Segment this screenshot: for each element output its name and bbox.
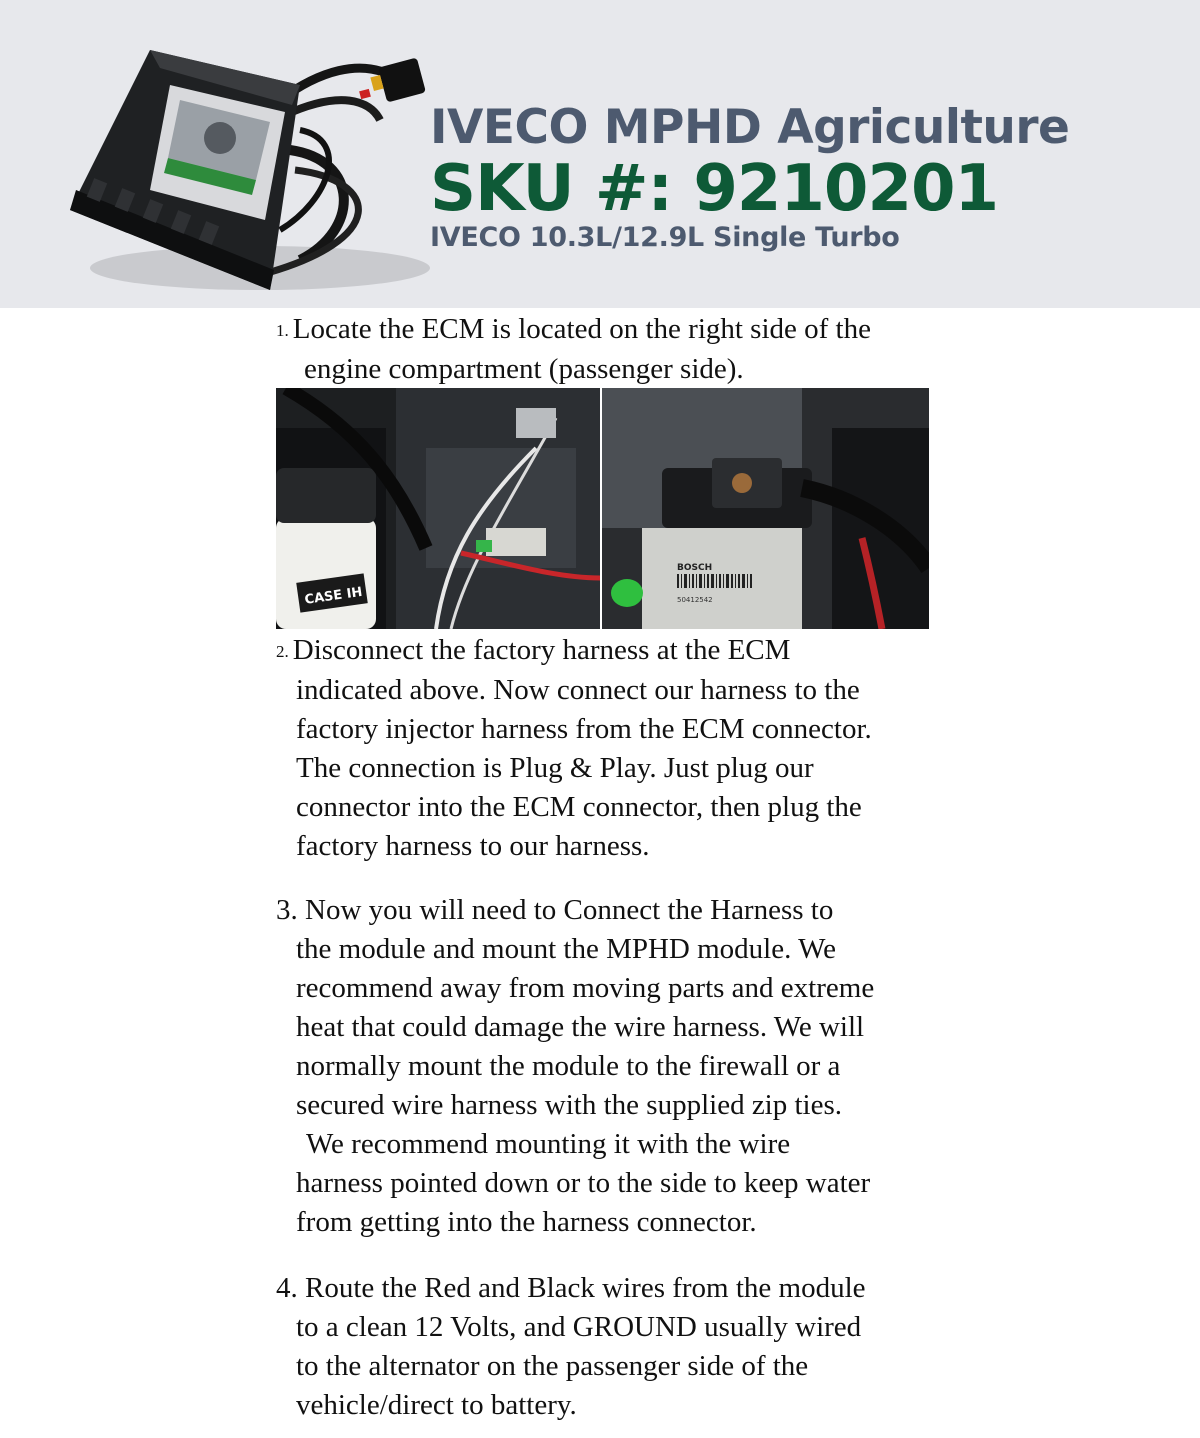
step-1-line-2: engine compartment (passenger side). [304, 353, 744, 385]
module-photo [60, 30, 440, 300]
header-banner [0, 0, 1200, 308]
step-1-number: 1. [276, 321, 289, 340]
step-3-line-1: 3. Now you will need to Connect the Harness to [276, 894, 834, 926]
step-2-number: 2. [276, 642, 289, 661]
step-2-line-3: factory injector harness from the ECM connector. [296, 713, 872, 745]
step-2-line-5: connector into the ECM connector, then plug the [296, 791, 862, 823]
step-2-line-4: The connection is Plug & Play. Just plug our [296, 752, 814, 784]
step-4 [276, 1269, 976, 1425]
step-3-line-3: recommend away from moving parts and extreme [296, 972, 875, 1004]
step-4-line-3: to the alternator on the passenger side of the [296, 1350, 809, 1382]
step-3 [276, 891, 976, 1242]
engine-compartment-photo [276, 388, 600, 629]
step-2 [276, 631, 976, 866]
step-2-line-2: indicated above. Now connect our harness to the [296, 674, 860, 706]
step-4-line-1: 4. Route the Red and Black wires from the module [276, 1272, 866, 1304]
step-2-line-1: Disconnect the factory harness at the ECM [292, 634, 791, 666]
step-3-line-8: harness pointed down or to the side to keep water [296, 1167, 871, 1199]
sku-number: SKU #: 9210201 [430, 152, 999, 226]
step-1 [276, 310, 976, 389]
step-3-line-9: from getting into the harness connector. [296, 1206, 757, 1238]
step-3-line-5: normally mount the module to the firewall or a [296, 1050, 841, 1082]
step-4-line-4: vehicle/direct to battery. [296, 1389, 577, 1421]
step-4-line-2: to a clean 12 Volts, and GROUND usually wired [296, 1311, 862, 1343]
step-3-line-4: heat that could damage the wire harness. We will [296, 1011, 865, 1043]
step-2-line-6: factory harness to our harness. [296, 830, 650, 862]
bosch-label: BOSCH [677, 563, 713, 573]
ecm-part-number: 50412542 [677, 596, 713, 604]
step-3-line-7: We recommend mounting it with the wire [306, 1128, 791, 1160]
ecm-connector-photo [602, 388, 929, 629]
product-title: IVECO MPHD Agriculture [430, 100, 1070, 155]
step-3-line-6: secured wire harness with the supplied zip ties. [296, 1089, 843, 1121]
step-3-line-2: the module and mount the MPHD module. We [296, 933, 837, 965]
engine-subtitle: IVECO 10.3L/12.9L Single Turbo [430, 222, 900, 253]
case-label: CASE IH [303, 584, 364, 608]
step-1-line-1: Locate the ECM is located on the right side of the [292, 313, 871, 345]
